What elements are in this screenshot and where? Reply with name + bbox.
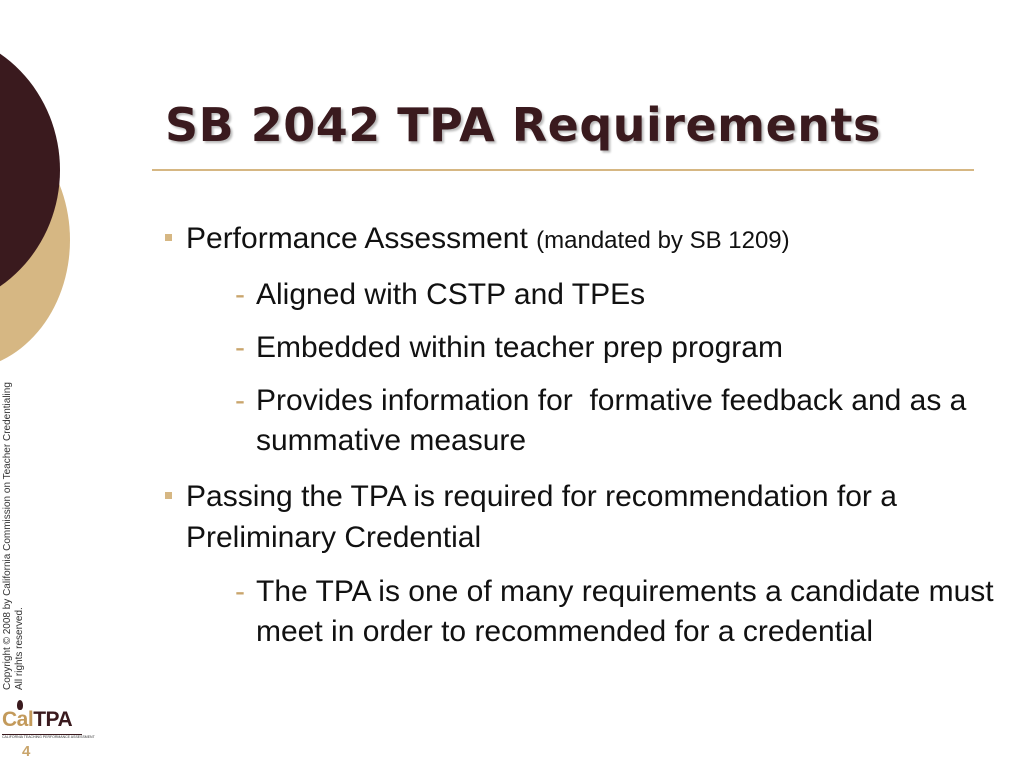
bullet-note: (mandated by SB 1209) <box>536 227 790 254</box>
sub-bullet-text: Embedded within teacher prep program <box>256 331 783 364</box>
sub-bullet-text: Provides information for formative feedback and as a summative measure <box>256 384 975 457</box>
sub-bullet-text: Aligned with CSTP and TPEs <box>256 278 646 311</box>
sub-bullet-text: The TPA is one of many requirements a candidate must meet in order to recommended for a credential <box>256 575 994 648</box>
logo-tpa-text: TPA <box>33 708 73 731</box>
bullet-text: Passing the TPA is required for recommendation for a Preliminary Credential <box>186 480 897 554</box>
square-bullet-icon <box>165 234 172 241</box>
sub-bullet-item <box>235 328 1005 368</box>
sub-bullet-item <box>235 381 996 461</box>
dash-bullet-icon: - <box>235 575 245 608</box>
square-bullet-icon <box>165 492 172 499</box>
bullet-text: Performance Assessment <box>186 222 528 255</box>
dash-bullet-icon: - <box>235 384 245 417</box>
logo-cal-text: Cal <box>2 708 34 731</box>
copyright-line: Copyright © 2008 by California Commission on Teacher Credentialing <box>2 382 13 690</box>
bullet-item <box>165 218 1005 261</box>
slide-title: SB 2042 TPA Requirements <box>165 98 881 152</box>
title-divider <box>152 169 974 171</box>
logo-wordmark <box>2 708 72 732</box>
page-number: 4 <box>22 743 31 760</box>
copyright-notice <box>2 382 26 690</box>
sub-bullet-item <box>235 572 996 652</box>
logo-tagline: CALIFORNIA TEACHING PERFORMANCE ASSESSMENT <box>2 735 95 739</box>
sub-bullet-item <box>235 275 1005 315</box>
dash-bullet-icon: - <box>235 331 245 364</box>
caltpa-logo <box>2 700 95 742</box>
bullet-item <box>165 476 1006 558</box>
copyright-line: All rights reserved. <box>14 607 25 690</box>
slide-body <box>165 218 1005 665</box>
dash-bullet-icon: - <box>235 278 245 311</box>
